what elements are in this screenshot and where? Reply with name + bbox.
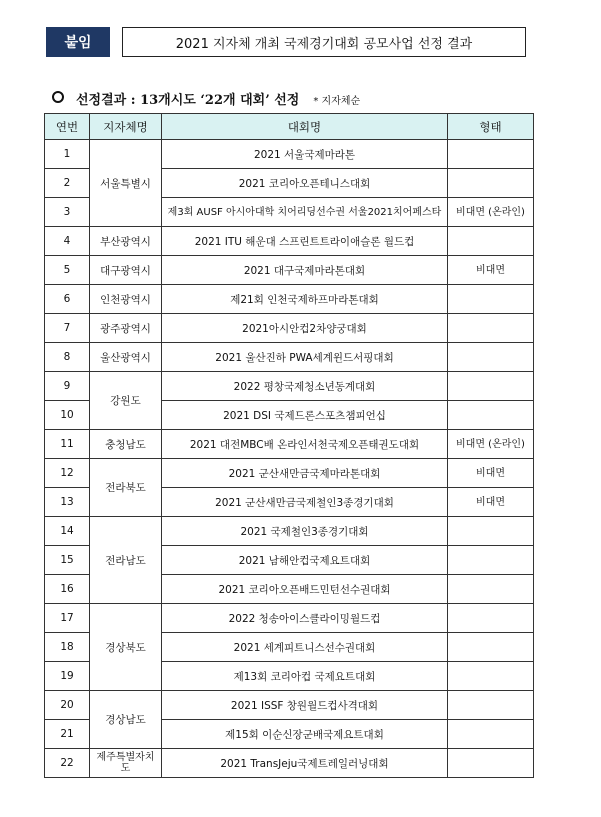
row-number: 12 bbox=[45, 459, 90, 488]
event-name: 2021 군산새만금국제철인3종경기대회 bbox=[162, 488, 448, 517]
event-name: 2021 국제철인3종경기대회 bbox=[162, 517, 448, 546]
event-type bbox=[448, 517, 534, 546]
row-number: 16 bbox=[45, 575, 90, 604]
region-name: 경상남도 bbox=[90, 691, 162, 749]
event-type bbox=[448, 169, 534, 198]
event-type bbox=[448, 575, 534, 604]
region-name: 광주광역시 bbox=[90, 314, 162, 343]
table-row bbox=[45, 227, 534, 256]
results-table bbox=[44, 113, 534, 778]
event-type: 비대면 bbox=[448, 488, 534, 517]
event-name: 2021 세계피트니스선수권대회 bbox=[162, 633, 448, 662]
row-number: 19 bbox=[45, 662, 90, 691]
event-type bbox=[448, 749, 534, 778]
region-name: 부산광역시 bbox=[90, 227, 162, 256]
region-name: 울산광역시 bbox=[90, 343, 162, 372]
event-type bbox=[448, 401, 534, 430]
event-name: 제13회 코리아컵 국제요트대회 bbox=[162, 662, 448, 691]
header-type: 형태 bbox=[448, 114, 534, 140]
event-type bbox=[448, 140, 534, 169]
row-number: 14 bbox=[45, 517, 90, 546]
row-number: 3 bbox=[45, 198, 90, 227]
header-no: 연번 bbox=[45, 114, 90, 140]
header-region: 지자체명 bbox=[90, 114, 162, 140]
row-number: 13 bbox=[45, 488, 90, 517]
region-name: 강원도 bbox=[90, 372, 162, 430]
event-name: 2021 서울국제마라톤 bbox=[162, 140, 448, 169]
row-number: 18 bbox=[45, 633, 90, 662]
table-header-row bbox=[45, 114, 534, 140]
table-row bbox=[45, 749, 534, 778]
event-type bbox=[448, 633, 534, 662]
document-title: 2021 지자체 개최 국제경기대회 공모사업 선정 결과 bbox=[122, 27, 526, 57]
event-name: 2022 청송아이스클라이밍월드컵 bbox=[162, 604, 448, 633]
region-name: 제주특별자치도 bbox=[90, 749, 162, 778]
event-name: 2021 ITU 해운대 스프린트트라이애슬론 월드컵 bbox=[162, 227, 448, 256]
row-number: 21 bbox=[45, 720, 90, 749]
event-name: 2021 TransJeju국제트레일러닝대회 bbox=[162, 749, 448, 778]
region-name: 인천광역시 bbox=[90, 285, 162, 314]
event-name: 2021 ISSF 창원월드컵사격대회 bbox=[162, 691, 448, 720]
event-type: 비대면 bbox=[448, 256, 534, 285]
row-number: 22 bbox=[45, 749, 90, 778]
table-row bbox=[45, 343, 534, 372]
row-number: 11 bbox=[45, 430, 90, 459]
summary-note: * 지자체순 bbox=[313, 96, 361, 107]
event-type bbox=[448, 314, 534, 343]
row-number: 4 bbox=[45, 227, 90, 256]
attachment-tag: 붙임 bbox=[46, 27, 110, 57]
event-name: 2021 군산새만금국제마라톤대회 bbox=[162, 459, 448, 488]
row-number: 20 bbox=[45, 691, 90, 720]
row-number: 8 bbox=[45, 343, 90, 372]
table-row bbox=[45, 285, 534, 314]
table-row bbox=[45, 140, 534, 169]
table-row bbox=[45, 314, 534, 343]
region-name: 경상북도 bbox=[90, 604, 162, 691]
region-name: 서울특별시 bbox=[90, 140, 162, 227]
event-name: 2021 남해안컵국제요트대회 bbox=[162, 546, 448, 575]
event-type bbox=[448, 372, 534, 401]
table-row bbox=[45, 691, 534, 720]
row-number: 6 bbox=[45, 285, 90, 314]
table-row bbox=[45, 430, 534, 459]
event-type bbox=[448, 720, 534, 749]
region-name: 충청남도 bbox=[90, 430, 162, 459]
circle-bullet-icon bbox=[52, 91, 64, 103]
region-name: 대구광역시 bbox=[90, 256, 162, 285]
header-event: 대회명 bbox=[162, 114, 448, 140]
row-number: 2 bbox=[45, 169, 90, 198]
event-name: 2021 대전MBC배 온라인서천국제오픈태권도대회 bbox=[162, 430, 448, 459]
row-number: 9 bbox=[45, 372, 90, 401]
table-row bbox=[45, 256, 534, 285]
row-number: 1 bbox=[45, 140, 90, 169]
region-name: 전라북도 bbox=[90, 459, 162, 517]
table-row bbox=[45, 517, 534, 546]
event-type bbox=[448, 662, 534, 691]
event-type bbox=[448, 227, 534, 256]
event-type bbox=[448, 604, 534, 633]
event-name: 제3회 AUSF 아시아대학 치어리딩선수권 서울2021치어페스타 bbox=[162, 198, 448, 227]
region-name: 전라남도 bbox=[90, 517, 162, 604]
event-type bbox=[448, 691, 534, 720]
event-name: 2021아시안컵2차양궁대회 bbox=[162, 314, 448, 343]
event-name: 제21회 인천국제하프마라톤대회 bbox=[162, 285, 448, 314]
row-number: 15 bbox=[45, 546, 90, 575]
event-name: 2022 평창국제청소년동계대회 bbox=[162, 372, 448, 401]
event-type bbox=[448, 343, 534, 372]
table-row bbox=[45, 372, 534, 401]
event-name: 제15회 이순신장군배국제요트대회 bbox=[162, 720, 448, 749]
summary-text: 선정결과 : 13개시도 ‘22개 대회’ 선정 bbox=[76, 93, 300, 108]
event-type: 비대면 (온라인) bbox=[448, 198, 534, 227]
event-type: 비대면 bbox=[448, 459, 534, 488]
event-type: 비대면 (온라인) bbox=[448, 430, 534, 459]
event-name: 2021 코리아오픈배드민턴선수권대회 bbox=[162, 575, 448, 604]
row-number: 10 bbox=[45, 401, 90, 430]
table-row bbox=[45, 459, 534, 488]
event-name: 2021 대구국제마라톤대회 bbox=[162, 256, 448, 285]
selection-summary bbox=[52, 89, 360, 108]
row-number: 5 bbox=[45, 256, 90, 285]
event-name: 2021 DSI 국제드론스포츠챔피언십 bbox=[162, 401, 448, 430]
table-body bbox=[45, 140, 534, 778]
event-name: 2021 울산진하 PWA세계윈드서핑대회 bbox=[162, 343, 448, 372]
event-name: 2021 코리아오픈테니스대회 bbox=[162, 169, 448, 198]
row-number: 7 bbox=[45, 314, 90, 343]
table-row bbox=[45, 604, 534, 633]
row-number: 17 bbox=[45, 604, 90, 633]
event-type bbox=[448, 546, 534, 575]
event-type bbox=[448, 285, 534, 314]
